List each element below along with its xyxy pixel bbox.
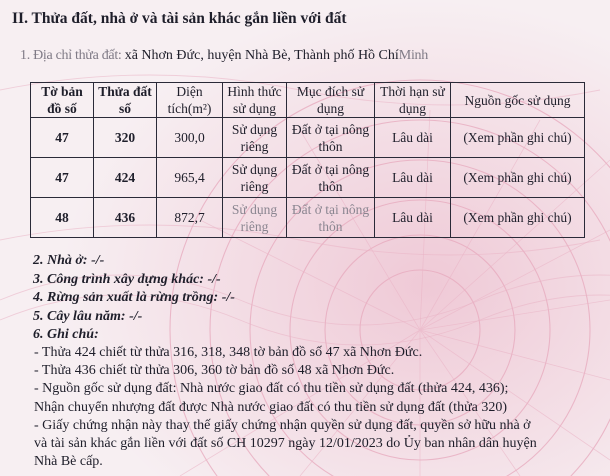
cell-usage-purpose: Đất ở tại nông thôn xyxy=(287,198,375,238)
note-line: Nhận chuyển nhượng đất được Nhà nước giao đất có thu tiền sử dụng đất (thửa 320) xyxy=(34,399,508,415)
cell-parcel-number: 436 xyxy=(94,198,157,238)
cell-usage-term: Lâu dài xyxy=(375,118,451,158)
item-perennial-trees: 5. Cây lâu năm: -/- xyxy=(33,308,143,324)
cell-parcel-number: 320 xyxy=(94,118,157,158)
cell-usage-origin: (Xem phần ghi chú) xyxy=(451,198,585,238)
item-notes-heading: 6. Ghi chú: xyxy=(33,327,99,342)
table-row xyxy=(31,118,585,158)
property-items-list xyxy=(33,252,235,345)
cell-map-sheet: 47 xyxy=(31,158,94,198)
note-line: - Giấy chứng nhận này thay thế giấy chứng nhận quyền sử dụng đất, quyền sở hữu nhà ở xyxy=(34,417,531,433)
cell-usage-form: Sử dụng riêng xyxy=(223,158,287,198)
note-line: và tài sản khác gắn liền với đất số CH 10297 ngày 12/01/2023 do Ủy ban nhân dân huyện xyxy=(34,436,537,452)
header-usage-term: Thời hạn sử dụng xyxy=(375,83,451,118)
note-line: - Thửa 436 chiết từ thửa 306, 360 tờ bản đồ số 48 xã Nhơn Đức. xyxy=(34,363,395,379)
cell-usage-purpose: Đất ở tại nông thôn xyxy=(287,158,375,198)
section-title: II. Thửa đất, nhà ở và tài sản khác gắn liền với đất xyxy=(12,10,347,27)
address-line xyxy=(20,48,428,64)
cell-area: 872,7 xyxy=(157,198,223,238)
header-parcel-number: Thửa đất số xyxy=(94,83,157,118)
note-line: - Thửa 424 chiết từ thửa 316, 318, 348 tờ bản đồ số 47 xã Nhơn Đức. xyxy=(34,345,423,360)
table-row xyxy=(31,158,585,198)
item-other-construction: 3. Công trình xây dựng khác: -/- xyxy=(33,271,221,287)
item-house: 2. Nhà ở: -/- xyxy=(33,253,105,268)
address-main: xã Nhơn Đức, huyện Nhà Bè, Thành phố Hồ Chí xyxy=(124,48,399,63)
header-usage-origin: Nguồn gốc sử dụng xyxy=(451,83,585,118)
cell-usage-origin: (Xem phần ghi chú) xyxy=(451,158,585,198)
cell-parcel-number: 424 xyxy=(94,158,157,198)
notes-block xyxy=(34,344,537,471)
cell-usage-origin: (Xem phần ghi chú) xyxy=(451,118,585,158)
header-area: Diện tích(m²) xyxy=(157,83,223,118)
address-suffix: Minh xyxy=(398,48,428,63)
land-parcel-table xyxy=(30,82,585,238)
header-map-sheet: Tờ bản đồ số xyxy=(31,83,94,118)
cell-usage-form: Sử dụng riêng xyxy=(223,118,287,158)
cell-map-sheet: 47 xyxy=(31,118,94,158)
cell-usage-form: Sử dụng riêng xyxy=(223,198,287,238)
header-usage-purpose: Mục đích sử dụng xyxy=(287,83,375,118)
header-usage-form: Hình thức sử dụng xyxy=(223,83,287,118)
cell-map-sheet: 48 xyxy=(31,198,94,238)
table-header-row xyxy=(31,83,585,118)
item-production-forest: 4. Rừng sản xuất là rừng trồng: -/- xyxy=(33,290,235,305)
note-line: - Nguồn gốc sử dụng đất: Nhà nước giao đất có thu tiền sử dụng đất (thửa 424, 436); xyxy=(34,381,509,397)
cell-usage-term: Lâu dài xyxy=(375,158,451,198)
address-prefix: 1. Địa chỉ thửa đất: xyxy=(20,48,125,63)
table-row xyxy=(31,198,585,238)
cell-usage-term: Lâu dài xyxy=(375,198,451,238)
cell-area: 965,4 xyxy=(157,158,223,198)
note-line: Nhà Bè cấp. xyxy=(34,454,103,470)
cell-area: 300,0 xyxy=(157,118,223,158)
cell-usage-purpose: Đất ở tại nông thôn xyxy=(287,118,375,158)
